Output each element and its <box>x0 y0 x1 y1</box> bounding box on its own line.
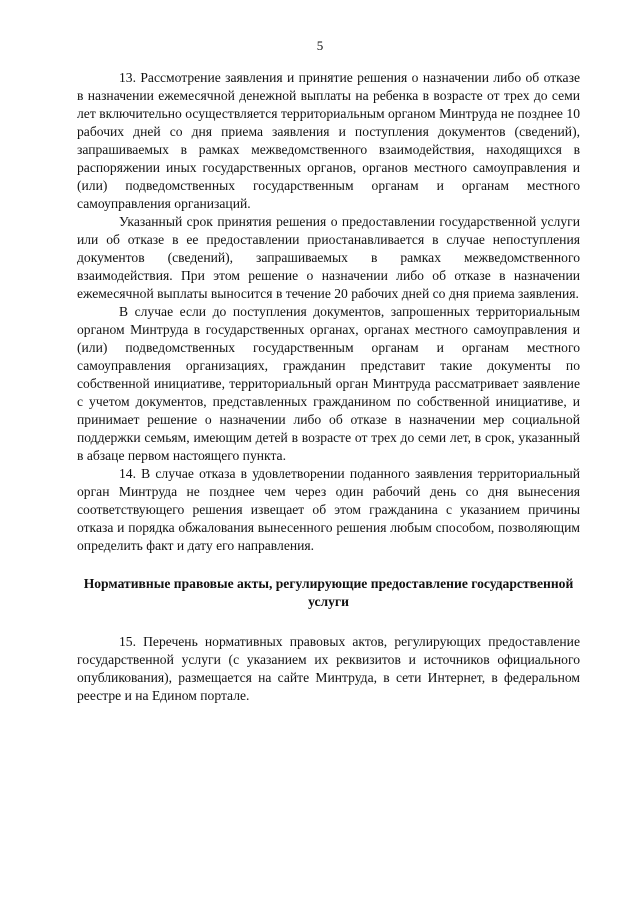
paragraph-13: 13. Рассмотрение заявления и принятие решения о назначении либо об отказе в назначении ежемесячной денежной выплаты на ребенка в возрасте от трех до семи лет включительно осуществляется территориальным органом Минтруда не позднее 10 рабочих дней со дня приема заявления и поступления документов (сведений), запрашиваемых в рамках межведомственного взаимодействия, находящихся в распоряжении иных государственных органов, органов местного самоуправления и (или) подведомственных государственным органам и органам местного самоуправления организаций. <box>77 70 580 211</box>
paragraph-13-own-initiative: В случае если до поступления документов, запрошенных территориальным органом Минтруда в государственных органах, органах местного самоуправления и (или) подведомственных государственным органам и органам местного самоуправления организациях, гражданин представит такие документы по собственной инициативе, территориальный орган Минтруда рассматривает заявление с учетом документов, представленных гражданином по собственной инициативе, и принимает решение о назначении либо об отказе в назначении мер социальной поддержки семьям, имеющим детей в возрасте от трех до семи лет, в срок, указанный в абзаце первом настоящего пункта. <box>77 304 580 463</box>
section-heading: Нормативные правовые акты, регулирующие предоставление государственной услуги <box>83 576 574 609</box>
page-number: 5 <box>316 38 324 53</box>
paragraph-15: 15. Перечень нормативных правовых актов, регулирующих предоставление государственной услуги (с указанием их реквизитов и источников официального опубликования), размещается на сайте Минтруда, в сети Интернет, в федеральном реестре и на Едином портале. <box>77 634 580 703</box>
paragraph-14: 14. В случае отказа в удовлетворении поданного заявления территориальный орган Минтруда не позднее чем через один рабочий день со дня вынесения соответствующего решения извещает об этом гражданина с указанием причины отказа и порядка обжалования вынесенного решения любым способом, позволяющим определить факт и дату его направления. <box>77 466 580 553</box>
paragraph-13-deadline: Указанный срок принятия решения о предоставлении государственной услуги или об отказе в ее предоставлении приостанавливается в случае непоступления документов (сведений), запрашиваемых в рамках межведомственного взаимодействия. При этом решение о назначении либо об отказе в назначении ежемесячной выплаты выносится в течение 20 рабочих дней со дня приема заявления. <box>77 214 580 301</box>
document-body <box>77 69 580 705</box>
